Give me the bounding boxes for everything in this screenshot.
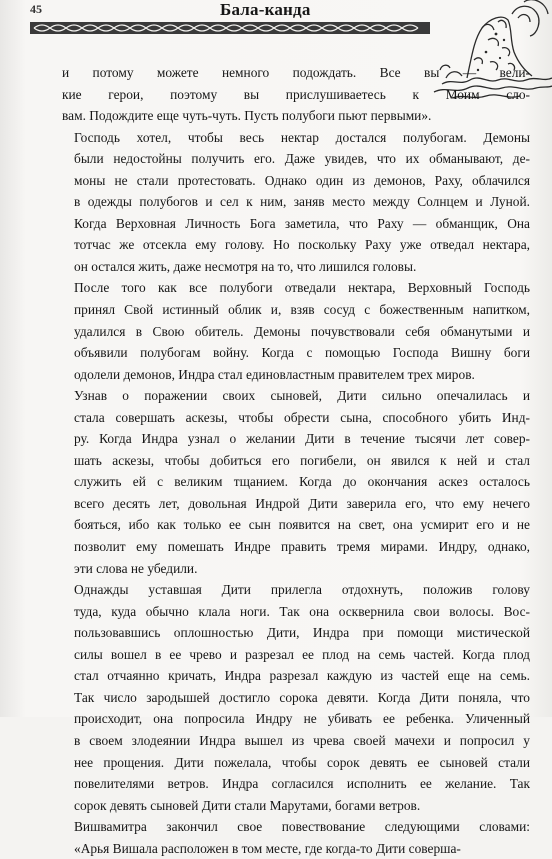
text-line: объявили полубогам войну. Когда с помощью Господа Вишну боги	[74, 345, 530, 361]
paragraph	[62, 62, 530, 127]
text-line: бояться, ибо как только ее сын появится на свет, она усмирит его и не	[74, 517, 530, 533]
running-title: Бала-канда	[220, 0, 311, 19]
text-line: «Арья Вишала расположен в том месте, где когда-то Дити соверша-	[74, 840, 461, 856]
paragraph	[62, 385, 530, 579]
text-line: вам. Подождите еще чуть-чуть. Пусть полубоги пьют первыми».	[62, 108, 432, 124]
text-line: были недостойны получить его. Даже увидев, что их обманывают, де-	[74, 151, 530, 167]
text-line: позволит ему помешать Индре править тремя мирами. Индру, однако,	[74, 539, 530, 555]
text-line: принял Свой истинный облик и, взяв сосуд с божественным напитком,	[74, 302, 530, 318]
text-line: всего десять лет, довольная Индрой Дити заверила его, что ему нечего	[74, 495, 530, 511]
text-line: служить ей с великим тщанием. Когда до окончания аскез осталось	[74, 474, 530, 490]
text-line: После того как все полубоги отведали нектара, Верховный Господь	[74, 280, 530, 296]
decorative-border-ornament	[30, 21, 430, 35]
text-line: силы вошел в ее чрево и разрезал ее плод на семь частей. Когда плод	[74, 646, 530, 662]
paragraph	[62, 816, 530, 859]
text-line: Вишвамитра закончил свое повествование следующими словами:	[74, 819, 530, 835]
text-line: ру. Когда Индра узнал о желании Дити в течение тысячи лет совер-	[74, 431, 530, 447]
page-number: 45	[30, 2, 42, 16]
text-line: удалился в Свою обитель. Демоны почувствовали себя обманутыми и	[74, 323, 530, 339]
text-line: нее прощения. Дити пожелала, чтобы сорок девять ее сыновей стали	[74, 754, 530, 770]
text-line: Однажды уставшая Дити прилегла отдохнуть, положив голову	[74, 582, 530, 598]
text-line: моны не стали протестовать. Однако один из демонов, Раху, облачился	[74, 172, 530, 188]
text-line: Узнав о поражении своих сыновей, Дити сильно опечалилась и	[74, 388, 530, 404]
text-line: эти слова не убедили.	[74, 560, 198, 576]
paragraph	[62, 127, 530, 278]
text-line: кие герои, поэтому вы прислушиваетесь к Моим сло-	[62, 86, 530, 102]
paragraph	[62, 277, 530, 385]
text-line: сорок девять сыновей Дити стали Марутами, богами ветров.	[74, 797, 421, 813]
text-line: Господь хотел, чтобы весь нектар достался полубогам. Демоны	[74, 129, 530, 145]
text-line: одолели демонов, Индра стал единовластным правителем трех миров.	[74, 366, 475, 382]
text-line: и потому можете немного подождать. Все вы — вели-	[62, 65, 530, 80]
text-line: туда, куда обычно клала ноги. Так она осквернила свои волосы. Вос-	[74, 603, 530, 619]
text-line: повелителями ветров. Индра согласился исполнить ее желание. Так	[74, 776, 530, 792]
text-line: пользовавшись оплошностью Дити, Индра при помощи мистической	[74, 625, 530, 641]
body-text	[62, 62, 530, 859]
text-line: шать аскезы, чтобы добиться его погибели, он явился к ней и стал	[74, 452, 530, 468]
text-line: тотчас же отсекла ему голову. Но поскольку Раху уже отведал нектара,	[74, 237, 530, 253]
text-line: в одежды полубогов и сел к ним, заняв место между Солнцем и Луной.	[74, 194, 530, 210]
text-line: стал отчаянно кричать, Индра разрезал каждую из частей еще на семь.	[74, 668, 530, 684]
text-line: в своем злодеянии Индра вышел из чрева своей мачехи и попросил у	[74, 732, 530, 748]
text-line: стала совершать аскезы, чтобы обрести сына, способного убить Инд-	[74, 409, 530, 425]
text-line: Когда Верховная Личность Бога заметила, что Раху — обманщик, Она	[74, 215, 530, 231]
text-line: он остался жить, даже несмотря на то, что лишился головы.	[74, 258, 417, 274]
text-line: Так число зародышей достигло сорока девяти. Когда Дити поняла, что	[74, 689, 530, 705]
paragraph	[62, 579, 530, 816]
text-line: происходит, она попросила Индру не убивать ее ребенка. Уличенный	[74, 711, 530, 727]
